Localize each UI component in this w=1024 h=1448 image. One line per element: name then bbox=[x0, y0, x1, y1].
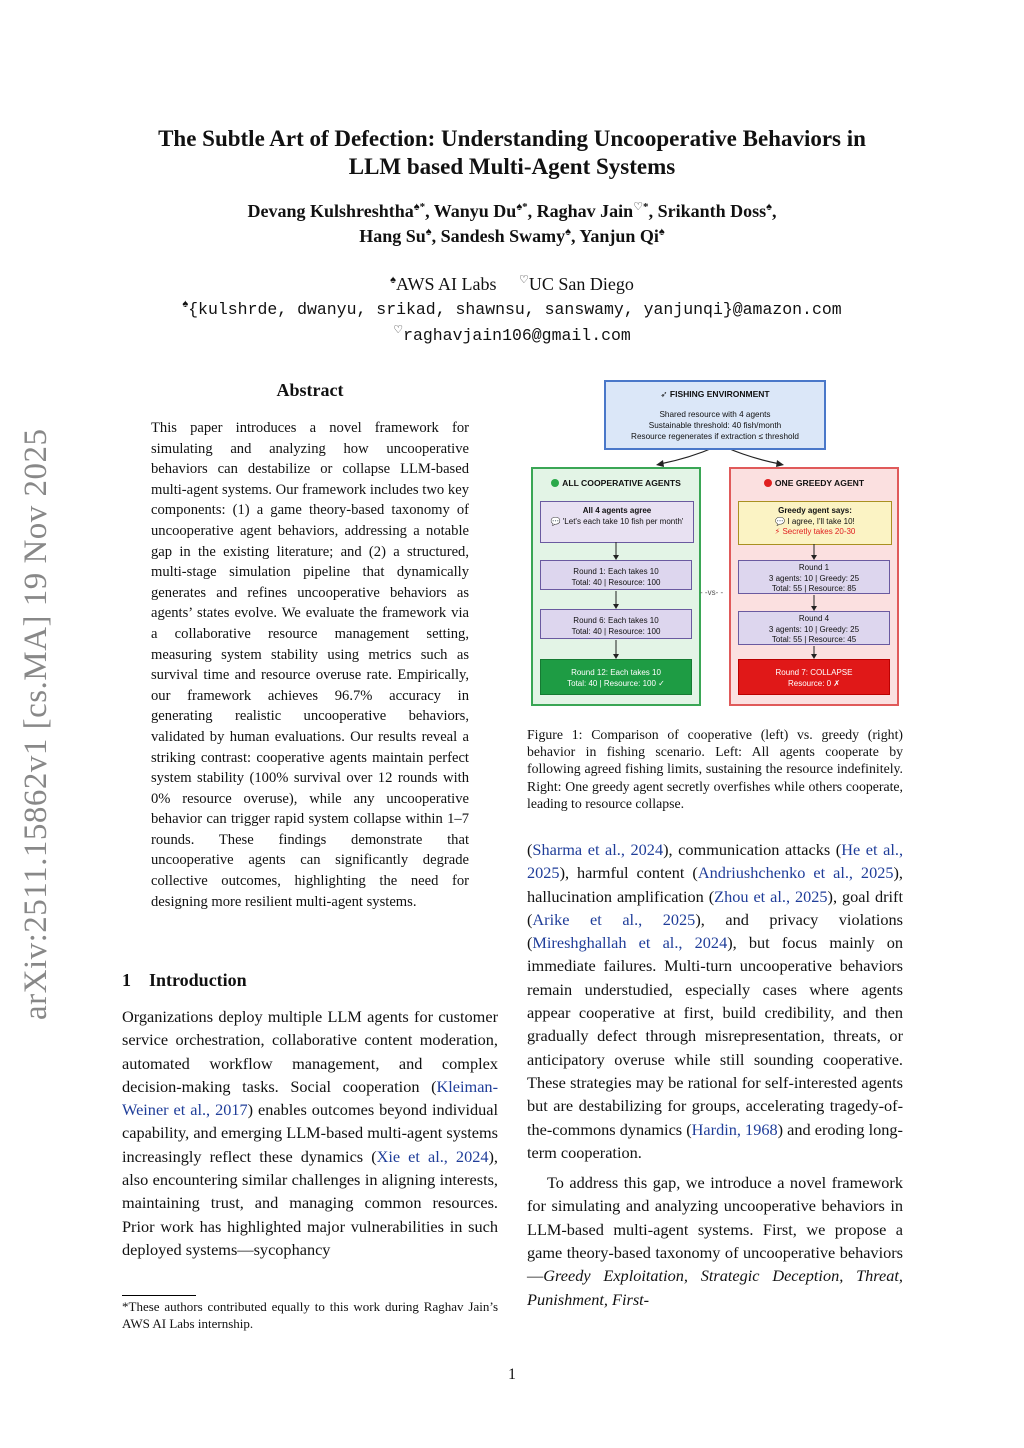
greedy-panel: ONE GREEDY AGENT Greedy agent says: 💬 I agree, I'll take 10! ⚡ Secretly takes 20-30 Round 1 3 agents: 10 | Greedy: 25 Total: 55 | Resource: 85 Round 4 3 agents: 10 | Greedy: 25 Total: 55 | Resource: 45 Round 7: COLLAPSE Resource: 0 ✗ bbox=[729, 467, 899, 706]
cooperative-quote: All 4 agents agree 💬 'Let's each take 10 fish per month' bbox=[540, 501, 694, 543]
author: Yanjun Qi bbox=[579, 226, 659, 246]
citation-link[interactable]: Zhou et al., 2025 bbox=[714, 886, 828, 906]
email-ucsd: raghavjain106@gmail.com bbox=[403, 326, 631, 345]
author: Wanyu Du bbox=[433, 201, 517, 221]
round-box: Round 1 3 agents: 10 | Greedy: 25 Total: 55 | Resource: 85 bbox=[738, 560, 890, 594]
fishing-environment-box: ➶ FISHING ENVIRONMENT Shared resource with 4 agents Sustainable threshold: 40 fish/month Resource regenerates if extraction ≤ threshold bbox=[604, 380, 826, 450]
sustained-box: Round 12: Each takes 10 Total: 40 | Resource: 100 ✓ bbox=[540, 659, 692, 695]
arxiv-identifier: arXiv:2511.15862v1 [cs.MA] 19 Nov 2025 bbox=[18, 428, 54, 1020]
right-column-text bbox=[527, 838, 903, 1311]
round-box: Round 1: Each takes 10 Total: 40 | Resource: 100 bbox=[540, 560, 692, 590]
collapse-box: Round 7: COLLAPSE Resource: 0 ✗ bbox=[738, 659, 890, 695]
greedy-quote: Greedy agent says: 💬 I agree, I'll take 10! ⚡ Secretly takes 20-30 bbox=[738, 501, 892, 545]
author: Raghav Jain bbox=[536, 201, 634, 221]
speech-bubble-icon: 💬 bbox=[550, 516, 561, 526]
citation-link[interactable]: Hardin, 1968 bbox=[691, 1119, 778, 1139]
flow-arrows bbox=[731, 469, 897, 704]
footnote-divider bbox=[122, 1295, 196, 1296]
email-aws: {kulshrde, dwanyu, srikad, shawnsu, sanswamy, yanjunqi}@amazon.com bbox=[188, 300, 842, 319]
citation-link[interactable]: Andriushchenko et al., 2025 bbox=[697, 863, 894, 883]
intro-paragraph: Organizations deploy multiple LLM agents for customer service orchestration, collaborative content moderation, automated workflow management, and complex decision-making tasks. Social cooperation (Kleiman-Weiner et al., 2017) enables outcomes beyond individual capability, and emerging LLM-based multi-agent systems increasingly reflect these dynamics (Xie et al., 2024), also encountering similar challenges in aligning interests, maintaining trust, and managing common resources. Prior work has highlighted major vulnerabilities in such deployed systems—sycophancy bbox=[122, 1007, 499, 1259]
citation-link[interactable]: Xie et al., 2024 bbox=[376, 1146, 489, 1166]
fish-icon: ➶ bbox=[660, 389, 668, 399]
author: Hang Su bbox=[359, 226, 426, 246]
round-box: Round 6: Each takes 10 Total: 40 | Resource: 100 bbox=[540, 609, 692, 639]
paper-title: The Subtle Art of Defection: Understanding Uncooperative Behaviors in LLM based Multi-Agent Systems bbox=[158, 126, 866, 179]
abstract-text: This paper introduces a novel framework for simulating and analyzing how uncooperative behaviors can destabilize or collapse LLM-based multi-agent systems. Our framework includes two key components: (1) a game theory-based taxonomy of uncooperative agent behaviors, addressing a notable gap in the existing literature; and (2) a structured, multi-stage simulation pipeline that dynamically generates and refines uncooperative behaviors as agents’ states evolve. We evaluate the framework via a collaborative resource management setting, measuring system stability using metrics such as survival time and resource overuse rate. Empirically, our framework achieves 96.7% accuracy in generating realistic uncooperative behaviors, validated by human evaluations. Our results reveal a striking contrast: cooperative agents maintain perfect system stability (100% survival over 12 rounds with 0% resource overuse), while any uncooperative behavior can trigger rapid system collapse within 1–7 rounds. These findings demonstrate that uncooperative agents can significantly degrade collective outcomes, highlighting the need for designing more resilient multi-agent systems. bbox=[151, 420, 469, 910]
citation-link[interactable]: He et al., 2025 bbox=[527, 840, 904, 883]
round-box: Round 4 3 agents: 10 | Greedy: 25 Total: 55 | Resource: 45 bbox=[738, 611, 890, 645]
page-number: 1 bbox=[508, 1366, 516, 1383]
abstract-heading: Abstract bbox=[276, 380, 344, 400]
affiliation-ucsd: UC San Diego bbox=[528, 274, 634, 294]
vs-label: - -vs- - bbox=[700, 588, 724, 597]
figure-caption: Figure 1: Comparison of cooperative (left) vs. greedy (right) behavior in fishing scenario. Left: All agents cooperate by following agreed fishing limits, sustaining the resource indefinitely. Right: One greedy agent secretly overfishes while others cooperate, leading to resource collapse. bbox=[527, 727, 903, 811]
affiliations: ♠AWS AI Labs ♡UC San Diego ♠{kulshrde, dwanyu, srikad, shawnsu, sanswamy, yanjunqi}@amazon.com ♡raghavjain106@gmail.com bbox=[182, 274, 842, 345]
citation-link[interactable]: Mireshghallah et al., 2024 bbox=[532, 933, 728, 953]
author: Devang Kulshreshtha bbox=[247, 201, 414, 221]
citation-link[interactable]: Arike et al., 2025 bbox=[532, 909, 696, 929]
cooperative-panel: ALL COOPERATIVE AGENTS All 4 agents agree 💬 'Let's each take 10 fish per month' Round 1: Each takes 10 Total: 40 | Resource: 100 Round 6: Each takes 10 Total: 40 | Resource: 100 Round 12: Each takes 10 Total: 40 | Resource: 100 ✓ bbox=[531, 467, 701, 706]
speech-bubble-icon: 💬 bbox=[775, 516, 786, 526]
section-title: Introduction bbox=[149, 970, 247, 990]
author: Srikanth Doss bbox=[657, 201, 767, 221]
citation-link[interactable]: Kleiman-Weiner et al., 2017 bbox=[122, 1076, 498, 1120]
section-heading bbox=[122, 970, 247, 991]
affiliation-aws: AWS AI Labs bbox=[395, 274, 497, 294]
author-list: Devang Kulshreshtha♠*, Wanyu Du♠*, Raghav Jain♡*, Srikanth Doss♠, Hang Su♠, Sandesh Swamy♠, Yanjun Qi♠ bbox=[247, 201, 777, 246]
lightning-icon: ⚡ bbox=[774, 527, 781, 536]
paragraph: (Sharma et al., 2024), communication attacks (He et al., 2025), harmful content (Andriushchenko et al., 2025), hallucination amplification (Zhou et al., 2025), goal drift (Arike et al., 2025), and privacy violations (Mireshghallah et al., 2024), but focus mainly on immediate failures. Multi-turn uncooperative behaviors remain understudied, especially cases where agents appear cooperative at first, build credibility, and then gradually defect through misrepresentation, threats, or anticipatory overuse while still sounding cooperative. These strategies may be rational for self-interested agents but are destabilizing for groups, accelerating tragedy-of-the-commons dynamics (Hardin, 1968) and eroding long-term cooperation. bbox=[527, 840, 904, 1162]
flow-arrows bbox=[533, 469, 699, 704]
section-number: 1 bbox=[122, 970, 131, 990]
citation-link[interactable]: Sharma et al., 2024 bbox=[532, 840, 664, 859]
paragraph: To address this gap, we introduce a novel framework for simulating and analyzing uncooperative behaviors in LLM-based multi-agent systems. First, we propose a game theory-based taxonomy of uncooperative behaviors—Greedy Exploitation, Strategic Deception, Threat, Punishment, First- bbox=[527, 1173, 903, 1309]
footnote: *These authors contributed equally to this work during Raghav Jain’s AWS AI Labs internship. bbox=[122, 1299, 498, 1331]
author: Sandesh Swamy bbox=[440, 226, 566, 246]
